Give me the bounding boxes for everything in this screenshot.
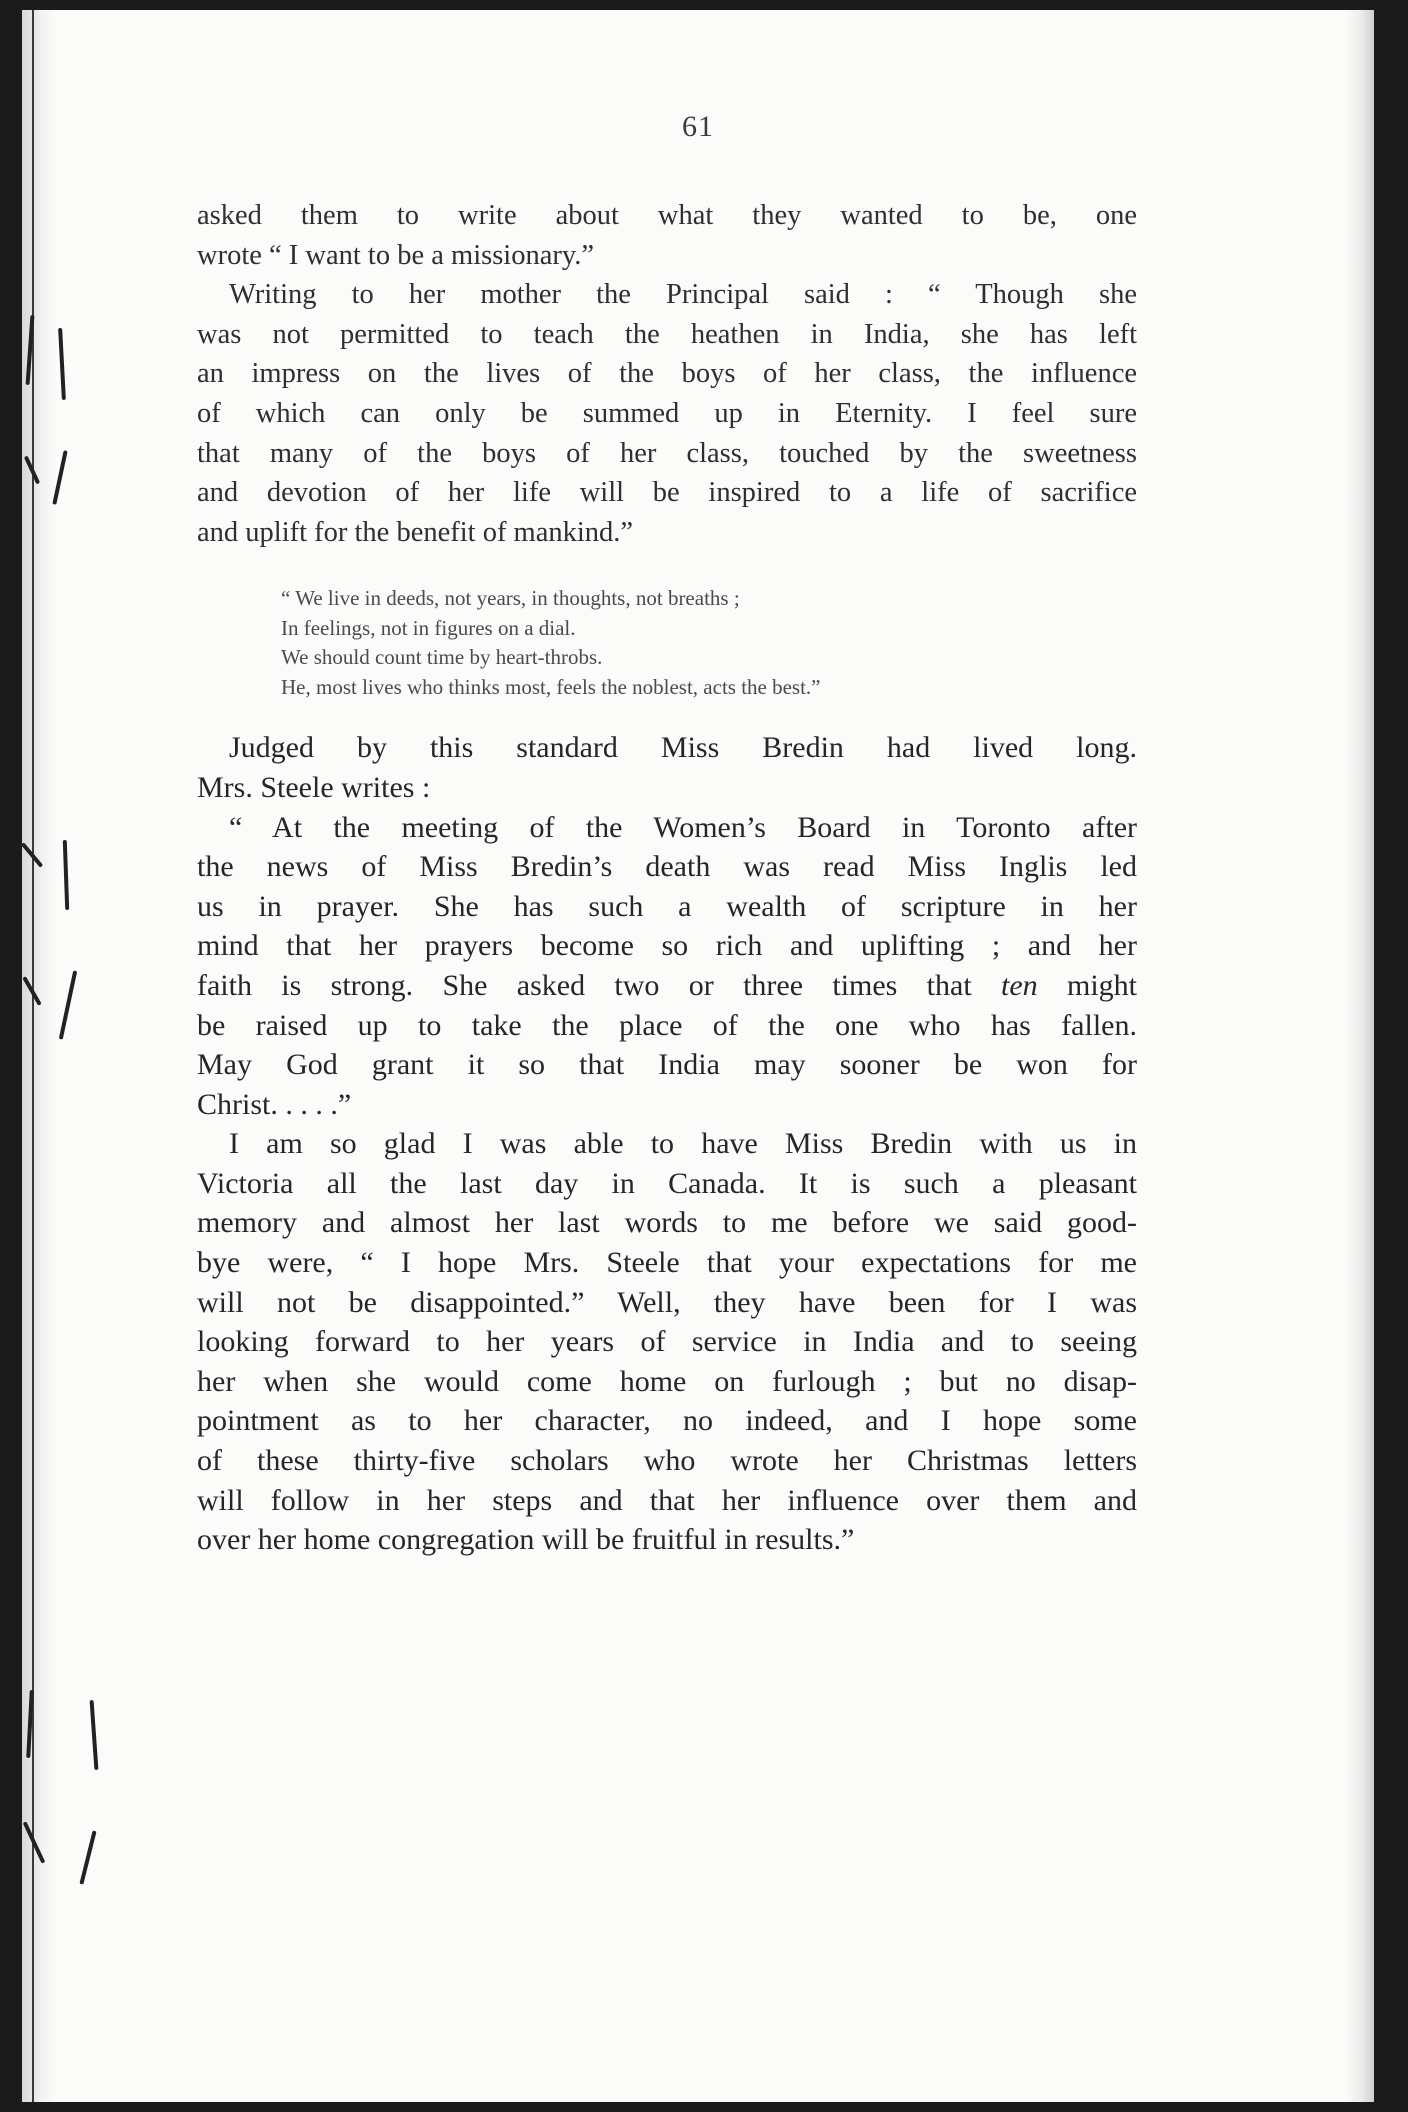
binding-mark [63, 840, 69, 910]
body-text [197, 196, 1137, 1560]
text-line: Writing to her mother the Principal said : “ Though she [229, 279, 1137, 311]
text-line: “ At the meeting of the Women’s Board in Toronto after [229, 810, 1137, 844]
page-number: 61 [682, 110, 714, 143]
text-line: us in prayer. She has such a wealth of scripture in her [197, 889, 1137, 923]
paragraph-victoria [197, 1124, 1137, 1560]
text-line: Mrs. Steele writes : [197, 770, 431, 804]
binding-mark [90, 1700, 99, 1770]
text-fragment: faith is strong. She asked two or three times that [197, 968, 972, 1002]
text-line: an impress on the lives of the boys of her class, the influence [197, 358, 1137, 390]
text-line: Victoria all the last day in Canada. It is such a pleasant [197, 1166, 1137, 1200]
text-line-with-italic [197, 966, 1137, 1006]
text-line: that many of the boys of her class, touched by the sweetness [197, 437, 1137, 469]
binding-mark [79, 1830, 96, 1884]
paragraph-continuation [197, 196, 1137, 275]
text-line: mind that her prayers become so rich and uplifting ; and her [197, 929, 1137, 963]
poem-quote [281, 584, 1137, 702]
text-line: wrote “ I want to be a missionary.” [197, 239, 595, 271]
text-line: pointment as to her character, no indeed, and I hope some [197, 1404, 1137, 1438]
text-line: and uplift for the benefit of mankind.” [197, 516, 634, 548]
text-line: of which can only be summed up in Eternity. I feel sure [197, 397, 1137, 429]
binding-mark [59, 970, 77, 1039]
text-line: I am so glad I was able to have Miss Bredin with us in [229, 1127, 1137, 1161]
text-line: was not permitted to teach the heathen in India, she has left [197, 318, 1137, 350]
poem-line: He, most lives who thinks most, feels the noblest, acts the best.” [281, 674, 821, 699]
text-line: looking forward to her years of service in India and to seeing [197, 1325, 1137, 1359]
text-line: May God grant it so that India may sooner be won for [197, 1048, 1137, 1082]
text-line: of these thirty-five scholars who wrote her Christmas letters [197, 1444, 1137, 1478]
paragraph-principal-letter [197, 275, 1137, 552]
text-line: her when she would come home on furlough ; but no disap- [197, 1364, 1137, 1398]
text-line: Christ. . . . .” [197, 1087, 352, 1121]
poem-line: We should count time by heart-throbs. [281, 645, 603, 670]
poem-line: “ We live in deeds, not years, in thoughts, not breaths ; [281, 586, 740, 611]
italic-word: ten [1001, 968, 1038, 1002]
text-line: will not be disappointed.” Well, they have been for I was [197, 1285, 1137, 1319]
paragraph-womens-board [197, 808, 1137, 1125]
text-line: over her home congregation will be fruitful in results.” [197, 1523, 855, 1557]
text-line: asked them to write about what they wanted to be, one [197, 200, 1137, 231]
later-text [197, 728, 1137, 1559]
text-fragment: might [1066, 968, 1137, 1002]
page-edge [1346, 10, 1374, 2102]
binding-mark [58, 328, 66, 400]
paragraph-judged [197, 728, 1137, 807]
text-line: the news of Miss Bredin’s death was read Miss Inglis led [197, 850, 1137, 884]
poem-line: In feelings, not in figures on a dial. [281, 615, 576, 640]
text-line: Judged by this standard Miss Bredin had lived long. [229, 731, 1137, 765]
book-page [22, 10, 1374, 2102]
book-spine [22, 10, 56, 2102]
text-line: and devotion of her life will be inspired to a life of sacrifice [197, 477, 1137, 509]
text-line: be raised up to take the place of the one who has fallen. [197, 1008, 1137, 1042]
text-line: will follow in her steps and that her influence over them and [197, 1483, 1137, 1517]
text-line: bye were, “ I hope Mrs. Steele that your expectations for me [197, 1246, 1137, 1280]
text-line: memory and almost her last words to me before we said good- [197, 1206, 1137, 1240]
